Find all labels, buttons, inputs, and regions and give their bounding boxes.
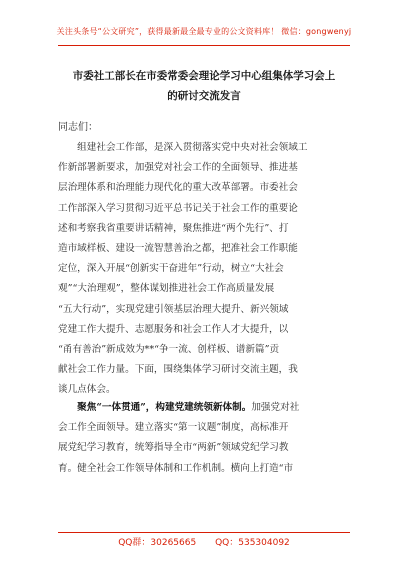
text-line: 献社会工作力量。下面，围绕集体学习研讨交流主题，我 — [58, 364, 298, 376]
text-line: 谈几点体会。 — [58, 384, 116, 396]
document-title — [58, 66, 350, 106]
paragraph-2 — [58, 398, 350, 479]
paragraph-1 — [58, 138, 350, 401]
section-heading: 聚焦“一体贯通”，构建党建统领新体制。 — [58, 402, 252, 413]
text-line: “五大行动”，实现党建引领基层治理大提升、新兴领域 — [58, 303, 289, 315]
header-divider — [58, 45, 350, 46]
text-line: 述和考察我省重要讲话精神，聚焦推进“两个先行”、打 — [58, 222, 289, 234]
text-run: 加强党对社 — [251, 402, 300, 413]
header-banner: 关注头条号“公文研究”，获得最新最全最专业的公文资料库！ 微信：gongwenyj — [56, 27, 352, 36]
title-line-1: 市委社工部长在市委常委会理论学习中心组集体学习会上 — [72, 70, 336, 82]
text-line — [58, 398, 350, 418]
text-line: 会工作全面领导。建立落实“第一议题”制度，高标准开 — [58, 422, 289, 434]
qq-group: QQ群：30265665 — [118, 538, 197, 548]
text-line: 作新部署新要求，加强党对社会工作的全面领导、推进基 — [58, 162, 298, 174]
salutation: 同志们： — [58, 122, 98, 133]
text-line: 定位，深入开展“创新实干奋进年”行动，树立“大社会 — [58, 263, 284, 275]
text-line: 展党纪学习教育，统筹指导全市“两新”领域党纪学习教 — [58, 442, 289, 454]
text-line: 组建社会工作部，是深入贯彻落实党中央对社会领域工 — [58, 142, 308, 153]
text-line: 造市域样板、建设一流智慧善治之都，把准社会工作职能 — [58, 243, 298, 255]
text-line: 观”“大治理观”，整体谋划推进社会工作高质量发展 — [58, 283, 275, 295]
text-line: 党建工作大提升、志愿服务和社会工作人才大提升，以 — [58, 323, 289, 335]
title-line-2: 的研讨交流发言 — [167, 90, 241, 102]
text-line: “甬有善治”新成效为**“争一流、创样板、谱新篇”贡 — [58, 344, 280, 356]
text-line: 育。健全社会工作领导体制和工作机制。横向上打造“市 — [58, 462, 294, 474]
footer-divider — [58, 532, 350, 533]
qq-number: QQ：535304092 — [215, 538, 290, 548]
text-line: 层治理体系和治理能力现代化的重大改革部署。市委社会 — [58, 182, 298, 194]
text-line: 工作部深入学习贯彻习近平总书记关于社会工作的重要论 — [58, 202, 298, 214]
footer-contact — [0, 535, 408, 548]
